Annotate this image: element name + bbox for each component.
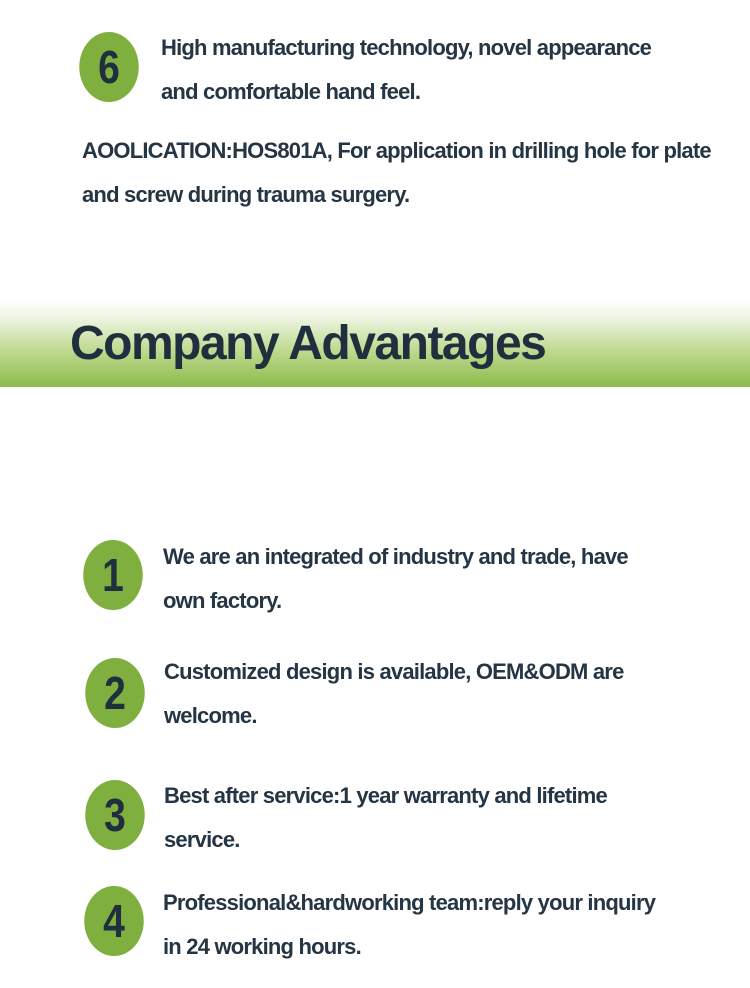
advantage-1-line-2: own factory.: [163, 588, 282, 613]
advantage-4-line-1: Professional&hardworking team:reply your inquiry: [163, 890, 656, 915]
number-badge-6: 6: [79, 32, 139, 102]
advantage-3-text: [164, 774, 607, 862]
section-banner: [0, 300, 750, 387]
number-badge-1: 1: [83, 540, 143, 610]
section-title: Company Advantages: [70, 317, 546, 370]
advantage-3-line-1: Best after service:1 year warranty and lifetime: [164, 783, 607, 808]
feature-6-text: [161, 26, 651, 114]
advantage-2-line-2: welcome.: [164, 703, 257, 728]
application-paragraph: [82, 129, 742, 217]
application-line-2: and screw during trauma surgery.: [82, 182, 410, 207]
feature-6-line-1: High manufacturing technology, novel appearance: [161, 35, 652, 60]
application-line-1: AOOLICATION:HOS801A, For application in drilling hole for plate: [82, 138, 711, 163]
advantage-1-text: [163, 535, 628, 623]
feature-6-line-2: and comfortable hand feel.: [161, 79, 421, 104]
advantage-2-text: [164, 650, 624, 738]
advantage-4-text: [163, 881, 655, 969]
number-badge-3: 3: [85, 780, 145, 850]
advantage-3-line-2: service.: [164, 827, 240, 852]
advantage-4-line-2: in 24 working hours.: [163, 934, 361, 959]
advantage-1-line-1: We are an integrated of industry and trade, have: [163, 544, 628, 569]
number-badge-2: 2: [85, 658, 145, 728]
advantage-2-line-1: Customized design is available, OEM&ODM are: [164, 659, 624, 684]
number-badge-4: 4: [84, 886, 144, 956]
